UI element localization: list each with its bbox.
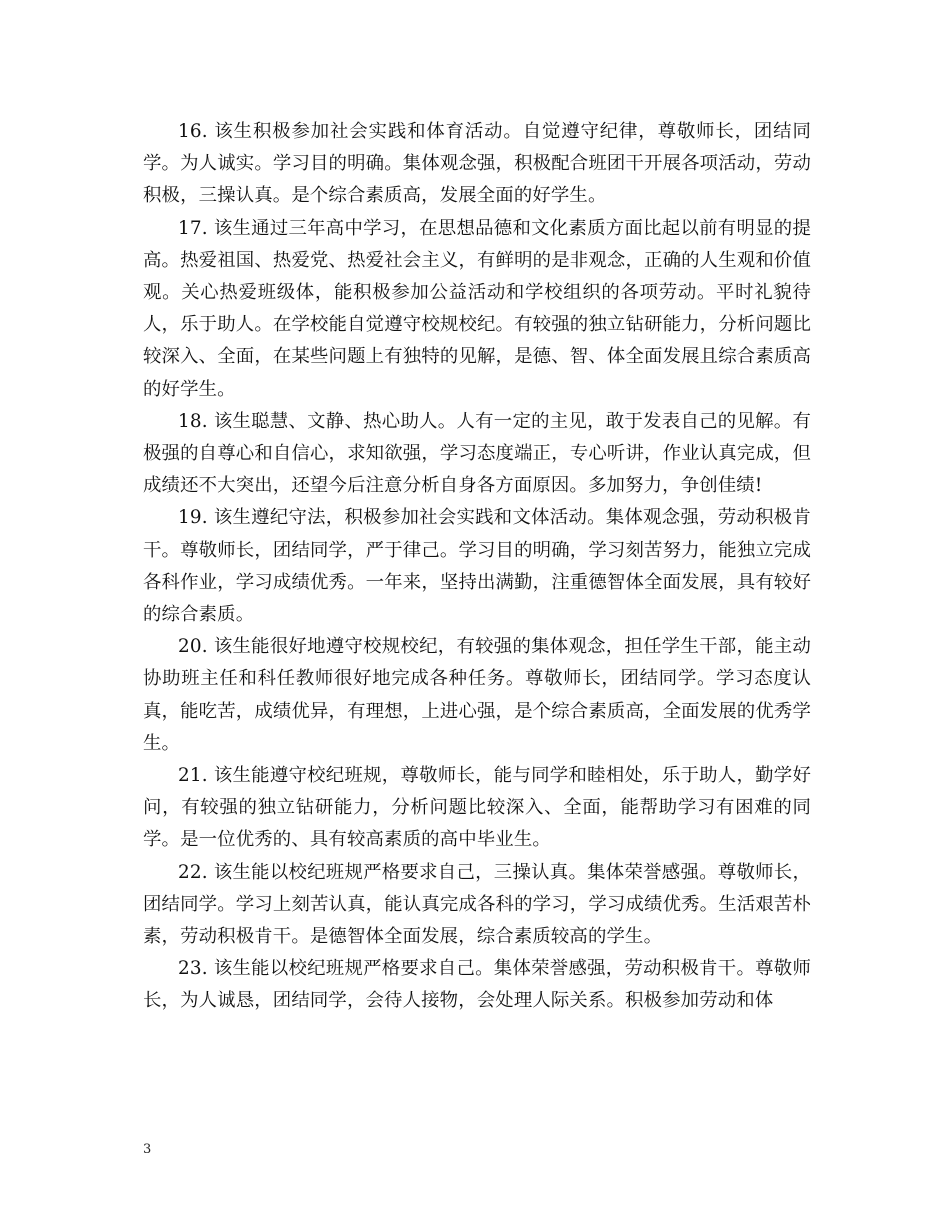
comment-paragraph-17: 17. 该生通过三年高中学习，在思想品德和文化素质方面比起以前有明显的提高。热爱祖国、热爱党、热爱社会主义，有鲜明的是非观念，正确的人生观和价值观。关心热爱班级体，能积极参加公益活动和学校组织的各项劳动。平时礼貌待人，乐于助人。在学校能自觉遵守校规校纪。有较强的独立钻研能力，分析问题比较深入、全面，在某些问题上有独特的见解，是德、智、体全面发展且综合素质高的好学生。: [143, 217, 811, 400]
comment-paragraph-20: 20. 该生能很好地遵守校规校纪，有较强的集体观念，担任学生干部，能主动协助班主任和科任教师很好地完成各种任务。尊敬师长，团结同学。学习态度认真，能吃苦，成绩优异，有理想，上进心强，是个综合素质高，全面发展的优秀学生。: [143, 636, 811, 754]
comment-paragraph-21: 21. 该生能遵守校纪班规，尊敬师长，能与同学和睦相处，乐于助人，勤学好问，有较强的独立钻研能力，分析问题比较深入、全面，能帮助学习有困难的同学。是一位优秀的、具有较高素质的高中毕业生。: [143, 765, 811, 851]
comment-paragraph-18: 18. 该生聪慧、文静、热心助人。人有一定的主见，敢于发表自己的见解。有极强的自尊心和自信心，求知欲强，学习态度端正，专心听讲，作业认真完成，但成绩还不大突出，还望今后注意分析自身各方面原因。多加努力，争创佳绩!: [143, 410, 811, 497]
comment-paragraph-16: 16. 该生积极参加社会实践和体育活动。自觉遵守纪律，尊敬师长，团结同学。为人诚实。学习目的明确。集体观念强，积极配合班团干开展各项活动，劳动积极，三操认真。是个综合素质高，发展全面的好学生。: [143, 121, 811, 207]
comment-paragraph-19: 19. 该生遵纪守法，积极参加社会实践和文体活动。集体观念强，劳动积极肯干。尊敬师长，团结同学，严于律己。学习目的明确，学习刻苦努力，能独立完成各科作业，学习成绩优秀。一年来，坚持出满勤，注重德智体全面发展，具有较好的综合素质。: [143, 507, 811, 626]
page-number: 3: [143, 1142, 152, 1157]
comment-paragraph-22: 22. 该生能以校纪班规严格要求自己，三操认真。集体荣誉感强。尊敬师长，团结同学。学习上刻苦认真，能认真完成各科的学习，学习成绩优秀。生活艰苦朴素，劳动积极肯干。是德智体全面发展，综合素质较高的学生。: [143, 861, 811, 948]
comment-paragraph-23: 23. 该生能以校纪班规严格要求自己。集体荣誉感强，劳动积极肯干。尊敬师长，为人诚恳，团结同学，会待人接物，会处理人际关系。积极参加劳动和体: [143, 958, 811, 1012]
document-body: [143, 116, 811, 1018]
